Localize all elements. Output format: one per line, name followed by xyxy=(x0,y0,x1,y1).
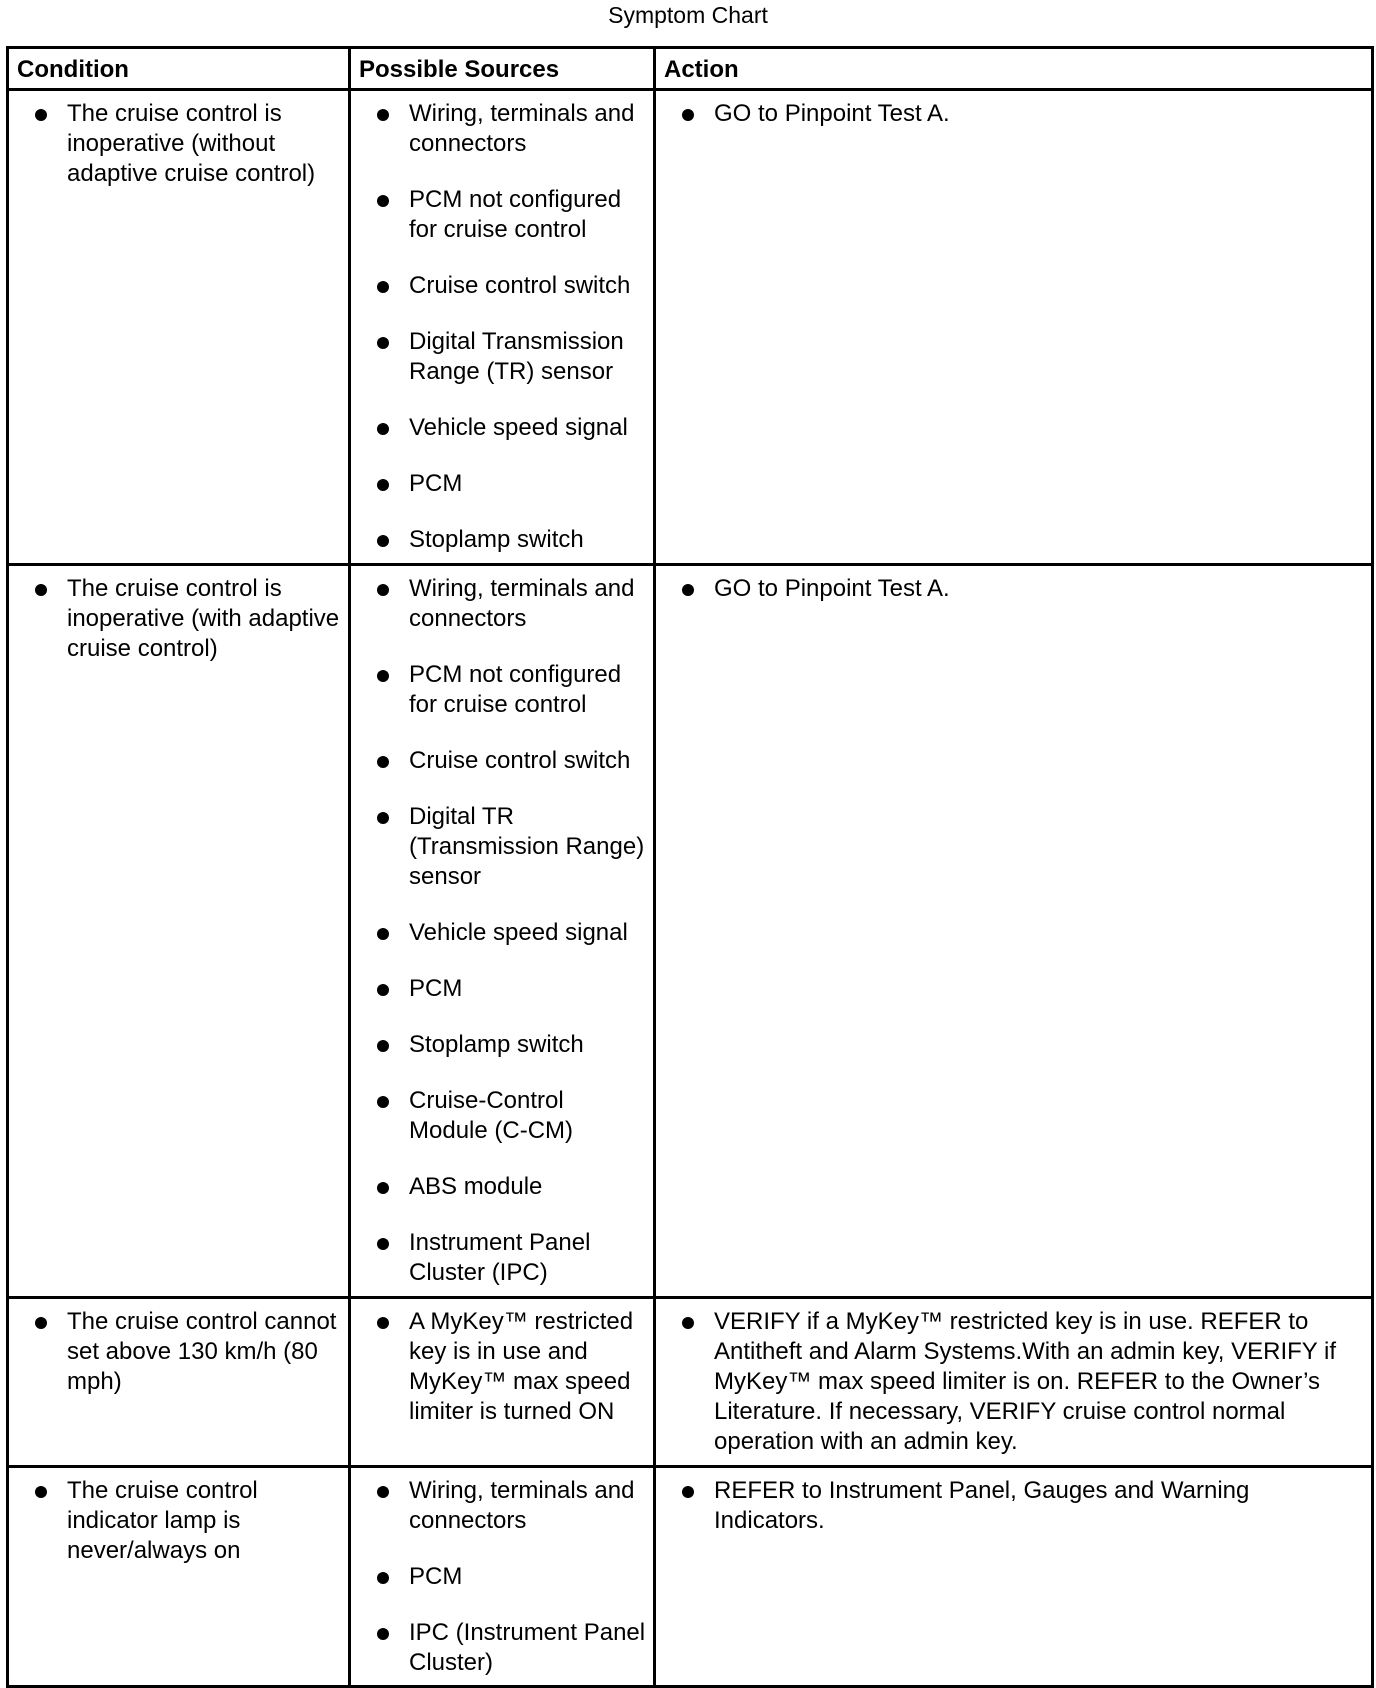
bullet-icon xyxy=(377,1486,389,1498)
page-title: Symptom Chart xyxy=(608,2,768,28)
bullet-icon xyxy=(377,423,389,435)
action-text: VERIFY if a MyKey™ restricted key is in use. REFER to Antitheft and Alarm Systems.With an admin key, VERIFY if MyKey™ max speed limiter is on. REFER to the Owner’s Literature. If necessary, VERIFY cruise control normal operation with an admin key. xyxy=(714,1308,1337,1455)
action-cell xyxy=(655,565,1373,1298)
source-text: Stoplamp switch xyxy=(409,1031,584,1058)
symptom-table xyxy=(6,46,1374,1688)
bullet-icon xyxy=(377,1096,389,1108)
source-text: Wiring, terminals and connectors xyxy=(409,1477,635,1534)
condition-text: The cruise control is inoperative (with adaptive cruise control) xyxy=(67,575,340,662)
source-text: Cruise control switch xyxy=(409,272,631,299)
bullet-icon xyxy=(35,1486,47,1498)
bullet-icon xyxy=(377,1238,389,1250)
bullet-icon xyxy=(35,109,47,121)
list-item xyxy=(377,1086,647,1146)
source-text: Stoplamp switch xyxy=(409,526,584,553)
bullet-icon xyxy=(377,928,389,940)
list-item xyxy=(377,1030,647,1060)
bullet-icon xyxy=(377,812,389,824)
table-row xyxy=(8,1298,1373,1467)
table-row xyxy=(8,565,1373,1298)
source-text: Digital Transmission Range (TR) sensor xyxy=(409,328,624,385)
source-text: Wiring, terminals and connectors xyxy=(409,100,635,157)
source-text: Instrument Panel Cluster (IPC) xyxy=(409,1229,591,1286)
source-text: Vehicle speed signal xyxy=(409,919,628,946)
bullet-icon xyxy=(377,984,389,996)
bullet-icon xyxy=(377,1317,389,1329)
list-item xyxy=(377,1562,647,1592)
list-item xyxy=(682,1307,1365,1457)
list-item xyxy=(377,574,647,634)
header-row xyxy=(8,48,1373,90)
list-item xyxy=(377,1228,647,1288)
bullet-icon xyxy=(377,337,389,349)
source-text: IPC (Instrument Panel Cluster) xyxy=(409,1619,646,1676)
source-text: ABS module xyxy=(409,1173,543,1200)
list-item xyxy=(377,469,647,499)
source-text: PCM xyxy=(409,470,463,497)
sources-cell xyxy=(350,1467,655,1687)
list-item xyxy=(377,327,647,387)
bullet-icon xyxy=(682,1317,694,1329)
list-item xyxy=(377,1172,647,1202)
list-item xyxy=(377,413,647,443)
list-item xyxy=(377,660,647,720)
list-item xyxy=(377,802,647,892)
bullet-icon xyxy=(377,1628,389,1640)
action-text: REFER to Instrument Panel, Gauges and Warning Indicators. xyxy=(714,1477,1250,1534)
source-text: Vehicle speed signal xyxy=(409,414,628,441)
action-text: GO to Pinpoint Test A. xyxy=(714,100,950,127)
source-text: PCM xyxy=(409,1563,463,1590)
source-text: Digital TR (Transmission Range) sensor xyxy=(409,803,645,890)
source-text: PCM xyxy=(409,975,463,1002)
bullet-icon xyxy=(377,479,389,491)
list-item xyxy=(377,1476,647,1536)
bullet-icon xyxy=(35,1317,47,1329)
condition-cell xyxy=(8,90,350,565)
list-item xyxy=(377,918,647,948)
bullet-icon xyxy=(35,584,47,596)
condition-text: The cruise control is inoperative (without adaptive cruise control) xyxy=(67,100,316,187)
condition-text: The cruise control indicator lamp is never/always on xyxy=(67,1477,258,1564)
list-item xyxy=(377,974,647,1004)
bullet-icon xyxy=(377,195,389,207)
sources-cell xyxy=(350,90,655,565)
bullet-icon xyxy=(682,109,694,121)
list-item xyxy=(377,525,647,555)
list-item xyxy=(35,574,342,664)
source-text: PCM not configured for cruise control xyxy=(409,186,622,243)
bullet-icon xyxy=(377,756,389,768)
bullet-icon xyxy=(377,109,389,121)
source-text: A MyKey™ restricted key is in use and MyKey™ max speed limiter is turned ON xyxy=(409,1308,634,1425)
list-item xyxy=(35,1307,342,1397)
source-text: Cruise-Control Module (C-CM) xyxy=(409,1087,574,1144)
list-item xyxy=(377,99,647,159)
source-text: Cruise control switch xyxy=(409,747,631,774)
action-cell xyxy=(655,90,1373,565)
table-row xyxy=(8,90,1373,565)
bullet-icon xyxy=(682,1486,694,1498)
header-action: Action xyxy=(655,48,1373,90)
list-item xyxy=(682,99,1365,129)
bullet-icon xyxy=(377,670,389,682)
list-item xyxy=(377,746,647,776)
condition-cell xyxy=(8,565,350,1298)
bullet-icon xyxy=(682,584,694,596)
list-item xyxy=(35,99,342,189)
action-cell xyxy=(655,1298,1373,1467)
list-item xyxy=(377,271,647,301)
list-item xyxy=(377,1307,647,1427)
action-cell xyxy=(655,1467,1373,1687)
condition-cell xyxy=(8,1467,350,1687)
source-text: PCM not configured for cruise control xyxy=(409,661,622,718)
list-item xyxy=(377,1618,647,1678)
list-item xyxy=(682,1476,1365,1536)
bullet-icon xyxy=(377,584,389,596)
header-possible-sources: Possible Sources xyxy=(350,48,655,90)
condition-text: The cruise control cannot set above 130 km/h (80 mph) xyxy=(67,1308,337,1395)
header-condition: Condition xyxy=(8,48,350,90)
source-text: Wiring, terminals and connectors xyxy=(409,575,635,632)
bullet-icon xyxy=(377,1040,389,1052)
table-row xyxy=(8,1467,1373,1687)
sources-cell xyxy=(350,565,655,1298)
bullet-icon xyxy=(377,535,389,547)
list-item xyxy=(682,574,1365,604)
condition-cell xyxy=(8,1298,350,1467)
sources-cell xyxy=(350,1298,655,1467)
bullet-icon xyxy=(377,1182,389,1194)
bullet-icon xyxy=(377,281,389,293)
action-text: GO to Pinpoint Test A. xyxy=(714,575,950,602)
list-item xyxy=(35,1476,342,1566)
list-item xyxy=(377,185,647,245)
bullet-icon xyxy=(377,1572,389,1584)
